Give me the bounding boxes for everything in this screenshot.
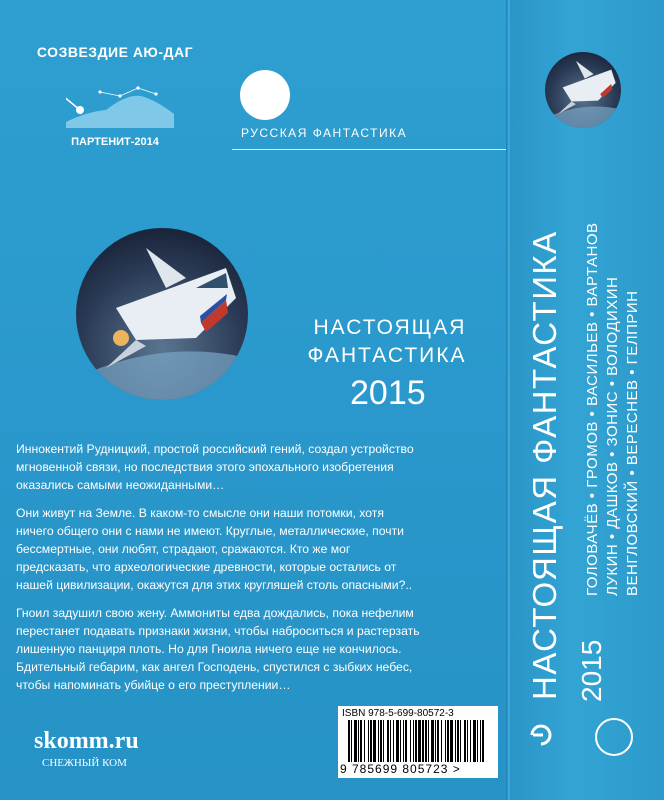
blurb-line: ничего общего они с нами не имеют. Круглые, металлические, почти	[16, 524, 404, 538]
spine-authors-line-2: ЛУКИН • ДАШКОВ • ЗОНИС • ВОЛОДИХИН	[604, 276, 621, 596]
isbn-text: ISBN 978-5-699-80572-3	[342, 708, 454, 719]
barcode-stripe	[373, 720, 376, 762]
barcode-stripe	[457, 720, 459, 762]
mountain-logo-icon	[66, 82, 176, 132]
series-name: РУССКАЯ ФАНТАСТИКА	[241, 126, 408, 140]
barcode-stripe	[435, 720, 436, 762]
blurb-line: чтобы напоминать убийце о его преступлении…	[16, 678, 291, 692]
barcode-stripe	[477, 720, 478, 762]
barcode-number: 9 785699 805723 >	[340, 762, 461, 776]
barcode-stripe	[368, 720, 369, 762]
blurb-line: бессмертные, они любят, страдают, сражаются. Кто же мог	[16, 542, 351, 556]
spine-authors-line-3: ВЕНГЛОВСКИЙ • ВЕРЕСНЕВ • ГЕЛПРИН	[624, 290, 641, 596]
blurb-paragraph-3	[16, 604, 492, 694]
blurb-line: Бдительный гебарим, как ангел Господень, спустился с зыбких небес,	[16, 660, 413, 674]
spine-spaceship-illustration	[545, 52, 621, 128]
barcode-stripe	[387, 720, 389, 762]
spine-title: НАСТОЯЩАЯ ФАНТАСТИКА	[526, 230, 563, 700]
barcode-stripe	[450, 720, 453, 762]
barcode-stripe	[437, 720, 439, 762]
barcode-stripe	[383, 720, 384, 762]
blurb-line: Иннокентий Рудницкий, простой российский гений, создал устройство	[16, 442, 414, 456]
barcode-stripe	[370, 720, 372, 762]
publisher-logo-icon	[528, 722, 554, 748]
barcode-stripe	[441, 720, 442, 762]
festival-logo	[30, 44, 200, 164]
barcode-stripe	[393, 720, 394, 762]
publisher-name: СНЕЖНЫЙ КОМ	[42, 757, 127, 769]
barcode-stripe	[405, 720, 407, 762]
barcode-stripe	[380, 720, 382, 762]
barcode-block	[338, 706, 498, 778]
blurb-line: предсказать, что археологические древности, которые остались от	[16, 560, 397, 574]
festival-name: СОЗВЕЗДИЕ АЮ-ДАГ	[36, 44, 194, 60]
barcode-stripe	[348, 720, 350, 762]
barcode-stripe	[396, 720, 399, 762]
blurb-line: мгновенной связи, но последствия этого эпохального изобретения	[16, 460, 394, 474]
spaceship-icon	[76, 228, 248, 400]
barcode-stripe	[473, 720, 476, 762]
barcode-stripe	[390, 720, 391, 762]
barcode-stripe	[467, 720, 468, 762]
barcode-stripe	[415, 720, 417, 762]
blurb-line: оказались самыми неожиданными…	[16, 478, 225, 492]
spine-year: 2015	[576, 639, 607, 702]
barcode-stripe	[351, 720, 352, 762]
barcode-stripe	[445, 720, 446, 762]
barcode-stripe	[400, 720, 401, 762]
barcode-icon	[348, 720, 488, 762]
series-circle-mark	[240, 70, 290, 120]
barcode-stripe	[410, 720, 411, 762]
series-divider	[232, 149, 508, 150]
barcode-stripe	[413, 720, 414, 762]
barcode-stripe	[358, 720, 359, 762]
blurb-paragraph-1	[16, 440, 492, 494]
barcode-stripe	[447, 720, 449, 762]
spaceship-illustration	[76, 228, 248, 400]
barcode-stripe	[378, 720, 379, 762]
barcode-stripe	[360, 720, 362, 762]
blurb-line: перестанет подавать признаки жизни, чтобы наброситься и растерзать	[16, 624, 420, 638]
barcode-stripe	[403, 720, 404, 762]
barcode-stripe	[470, 720, 471, 762]
spine-authors-line-1: ГОЛОВАЧЁВ • ГРОМОВ • ВАСИЛЬЕВ • ВАРТАНОВ	[584, 222, 601, 596]
book-title-line-1: НАСТОЯЩАЯ	[313, 316, 467, 339]
blurb-line: лишенную панциря плоть. Но для Гноила ничего еще не кончилось.	[16, 642, 402, 656]
blurb-line: Они живут на Земле. В каком-то смысле они наши потомки, хотя	[16, 506, 384, 520]
spine-spaceship-icon	[545, 52, 621, 128]
barcode-stripe	[480, 720, 481, 762]
blurb-paragraph-2	[16, 504, 492, 594]
barcode-stripe	[428, 720, 429, 762]
barcode-stripe	[455, 720, 456, 762]
barcode-stripe	[425, 720, 427, 762]
barcode-stripe	[431, 720, 434, 762]
barcode-stripe	[364, 720, 365, 762]
festival-place: ПАРТЕНИТ-2014	[71, 136, 159, 148]
barcode-stripe	[482, 720, 484, 762]
barcode-stripe	[354, 720, 357, 762]
book-year: 2015	[350, 374, 426, 412]
blurb-line: нашей цивилизации, окажутся для этих кругляшей столь опасными?..	[16, 578, 413, 592]
spine-series-wheel-icon	[595, 718, 633, 756]
barcode-stripe	[464, 720, 466, 762]
barcode-stripe	[422, 720, 424, 762]
barcode-stripe	[418, 720, 421, 762]
publisher-site: skomm.ru	[34, 728, 139, 754]
blurb-line: Гноил задушил свою жену. Аммониты едва дождались, пока нефелим	[16, 606, 414, 620]
book-title-line-2: ФАНТАСТИКА	[307, 344, 467, 367]
barcode-stripe	[460, 720, 461, 762]
